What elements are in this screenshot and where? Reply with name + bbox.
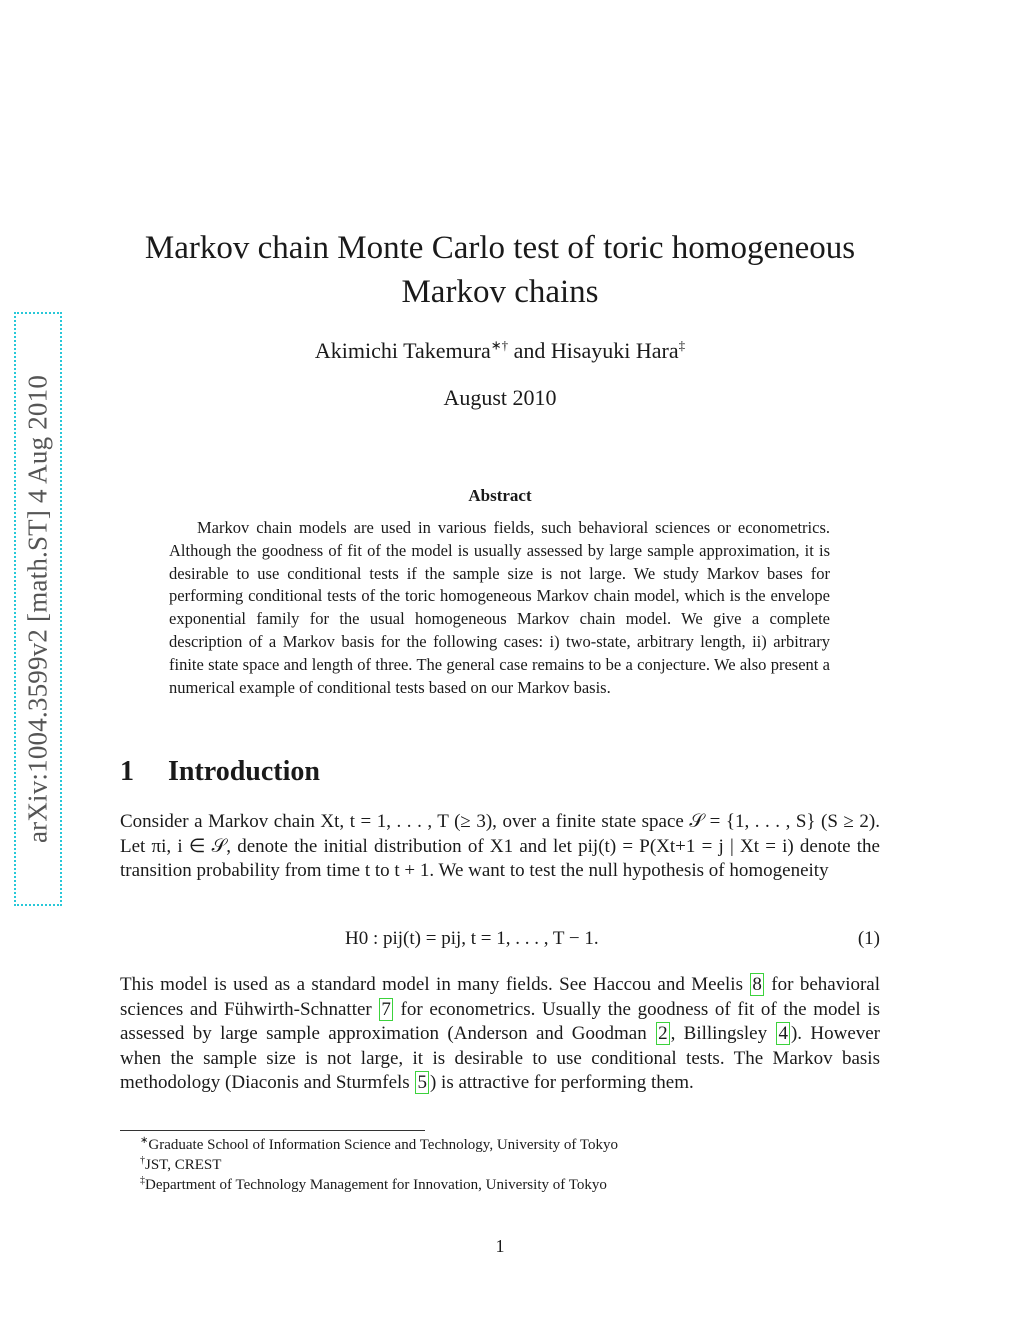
- abstract-text-content: Markov chain models are used in various fields, such behavioral sciences or econometrics. Although the goodness of fit of the model is usually assessed by large sample approximation, it is desirable to use conditional tests if the sample size is not large. We study Markov bases for performing conditional tests of the toric homogeneous Markov chain model, which is the envelope exponential family for the usual homogeneous Markov chain model. We give a complete description of a Markov basis for the following cases: i) two-state, arbitrary length, ii) arbitrary finite state space and length of three. The general case remains to be a conjecture. We also present a numerical example of conditional tests based on our Markov basis.: [169, 518, 830, 697]
- arxiv-identifier[interactable]: arXiv:1004.3599v2 [math.ST] 4 Aug 2010: [22, 374, 53, 844]
- intro-paragraph-1: Consider a Markov chain Xt, t = 1, . . . , T (≥ 3), over a finite state space 𝒮 = {1, . . . , S} (S ≥ 2). Let πi, i ∈ 𝒮, denote the initial distribution of X1 and let pij(t) = P(Xt+1 = j | Xt = i) denote the transition probability from time t to t + 1. We want to test the null hypothesis of homogeneity: [120, 811, 880, 881]
- footnote-3-text: Department of Technology Management for Innovation, University of Tokyo: [145, 1177, 607, 1193]
- page-number: 1: [495, 1236, 505, 1256]
- para2-text-1: This model is used as a standard model in many fields. See Haccou and Meelis: [120, 974, 743, 995]
- author-2-name: Hisayuki Hara: [550, 338, 679, 363]
- footnote-2: [140, 1155, 880, 1175]
- citation-link-anderson[interactable]: 2: [658, 1023, 668, 1044]
- intro-paragraph-2: [120, 973, 880, 1096]
- author-conjunction: and: [513, 338, 546, 363]
- footnote-3: [140, 1175, 880, 1195]
- para2-text-5: ). However when the sample size is not large, it is desirable to use conditional tests. The Markov basis methodology (Diaconis and Sturmfels: [120, 1023, 881, 1093]
- abstract-text: [169, 517, 830, 699]
- author-1-name: Akimichi Takemura: [314, 338, 491, 363]
- abstract-heading: Abstract: [468, 486, 532, 505]
- author-line: [110, 338, 890, 364]
- para2-text-2: for behavioral sciences and Fühwirth-Schnatter: [120, 974, 881, 1020]
- equation-1: [120, 928, 880, 956]
- footnote-1-mark: ∗: [140, 1135, 149, 1146]
- equation-number: (1): [857, 928, 880, 949]
- section-title: Introduction: [168, 756, 320, 787]
- paper-title: Markov chain Monte Carlo test of toric homogeneous Markov chains: [144, 230, 856, 310]
- footnote-3-mark: ‡: [140, 1175, 145, 1186]
- footnote-2-mark: †: [140, 1155, 145, 1166]
- publication-date: August 2010: [443, 385, 557, 410]
- arxiv-stamp: [14, 312, 62, 906]
- para2-text-3: for econometrics. Usually the goodness of fit of the model is assessed by large sample approximation (Anderson and Goodman: [120, 998, 881, 1044]
- footnote-2-text: JST, CREST: [145, 1157, 222, 1173]
- footnote-1: [140, 1135, 880, 1155]
- para2-text-6: ) is attractive for performing them.: [429, 1072, 694, 1093]
- citation-link-haccou[interactable]: 8: [752, 974, 762, 995]
- footnote-divider: [120, 1130, 425, 1131]
- footnotes: [140, 1135, 880, 1195]
- equation-formula: H0 : pij(t) = pij, t = 1, . . . , T − 1.: [345, 928, 599, 949]
- author-1-footnote-marks: ∗†: [490, 337, 509, 353]
- section-number: 1: [120, 756, 134, 787]
- footnote-1-text: Graduate School of Information Science and Technology, University of Tokyo: [148, 1137, 618, 1153]
- para2-text-4: , Billingsley: [670, 1023, 768, 1044]
- section-heading: [120, 756, 320, 788]
- citation-link-diaconis[interactable]: 5: [417, 1072, 427, 1093]
- citation-link-billingsley[interactable]: 4: [778, 1023, 788, 1044]
- citation-link-fruhwirth[interactable]: 7: [381, 998, 391, 1020]
- author-2-footnote-mark: ‡: [678, 337, 686, 353]
